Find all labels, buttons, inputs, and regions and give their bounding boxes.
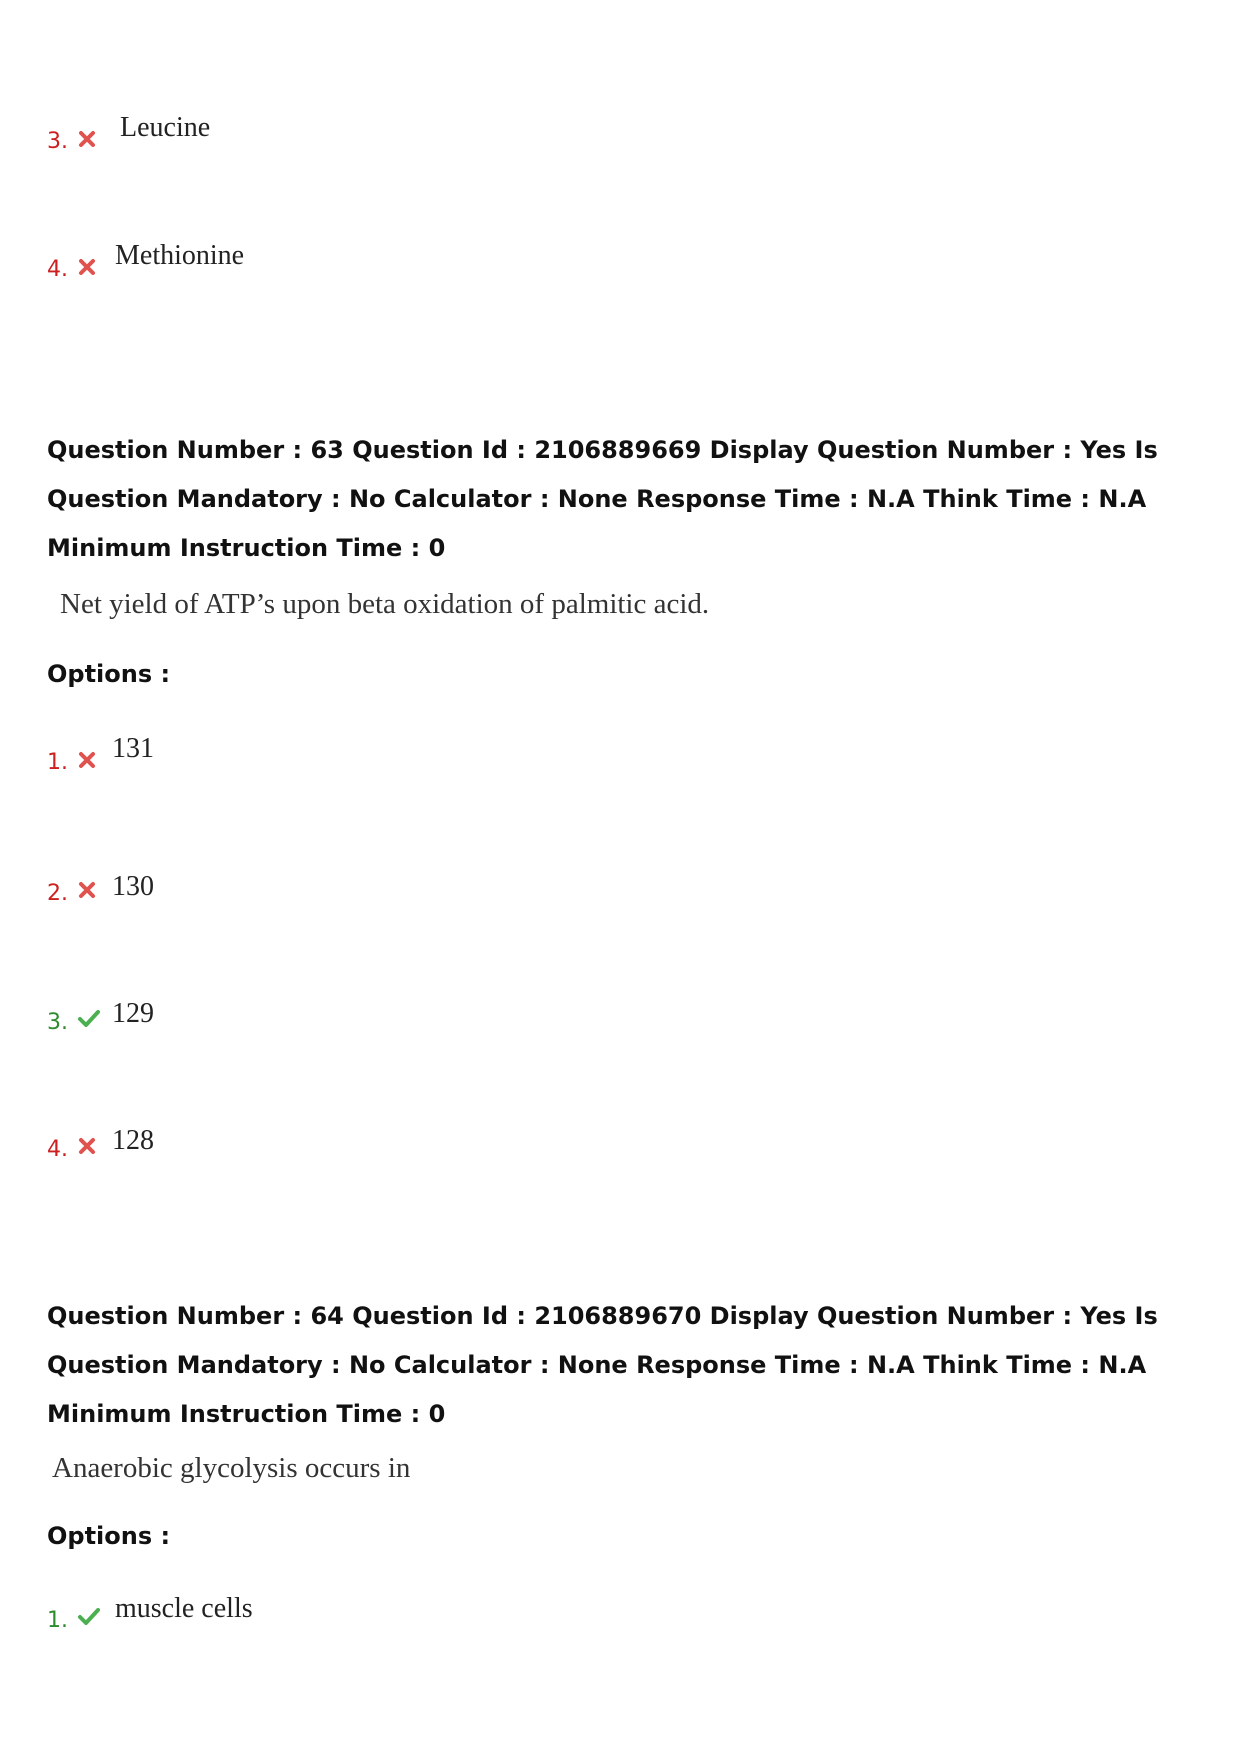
- question-header: Question Number : 63 Question Id : 2106889669 Display Question Number : Yes Is Question Mandatory : No Calculator : None Response Time : N.A Think Time : N.A Minimum Instruction Time : 0: [47, 436, 1158, 562]
- option-row: [0, 998, 1240, 1058]
- option-text: Methionine: [115, 240, 245, 271]
- option-row: [0, 240, 1240, 300]
- option-text: 128: [112, 1125, 154, 1156]
- check-icon: [78, 1009, 100, 1027]
- cross-icon: [78, 130, 96, 148]
- option-number: 3.: [47, 1010, 68, 1035]
- option-number: 3.: [47, 129, 68, 154]
- option-number: 2.: [47, 881, 68, 906]
- option-row: [0, 112, 1240, 172]
- option-row: [0, 1593, 1240, 1653]
- option-text: 129: [112, 998, 154, 1029]
- option-number: 1.: [47, 750, 68, 775]
- option-text: 130: [112, 871, 154, 902]
- option-number: 4.: [47, 257, 68, 282]
- question-text: Anaerobic glycolysis occurs in: [52, 1452, 411, 1484]
- option-row: [0, 733, 1240, 793]
- option-row: [0, 871, 1240, 931]
- cross-icon: [78, 881, 96, 899]
- cross-icon: [78, 1137, 96, 1155]
- option-text: muscle cells: [115, 1593, 253, 1624]
- option-row: [0, 1125, 1240, 1185]
- option-number: 1.: [47, 1608, 68, 1633]
- cross-icon: [78, 751, 96, 769]
- cross-icon: [78, 258, 96, 276]
- option-number: 4.: [47, 1137, 68, 1162]
- option-text: 131: [112, 733, 154, 764]
- check-icon: [78, 1607, 100, 1625]
- options-label: Options :: [47, 660, 171, 688]
- question-header: Question Number : 64 Question Id : 2106889670 Display Question Number : Yes Is Question Mandatory : No Calculator : None Response Time : N.A Think Time : N.A Minimum Instruction Time : 0: [47, 1302, 1158, 1428]
- options-label: Options :: [47, 1522, 171, 1550]
- option-text: Leucine: [120, 112, 211, 143]
- question-text: Net yield of ATP’s upon beta oxidation of palmitic acid.: [60, 588, 710, 620]
